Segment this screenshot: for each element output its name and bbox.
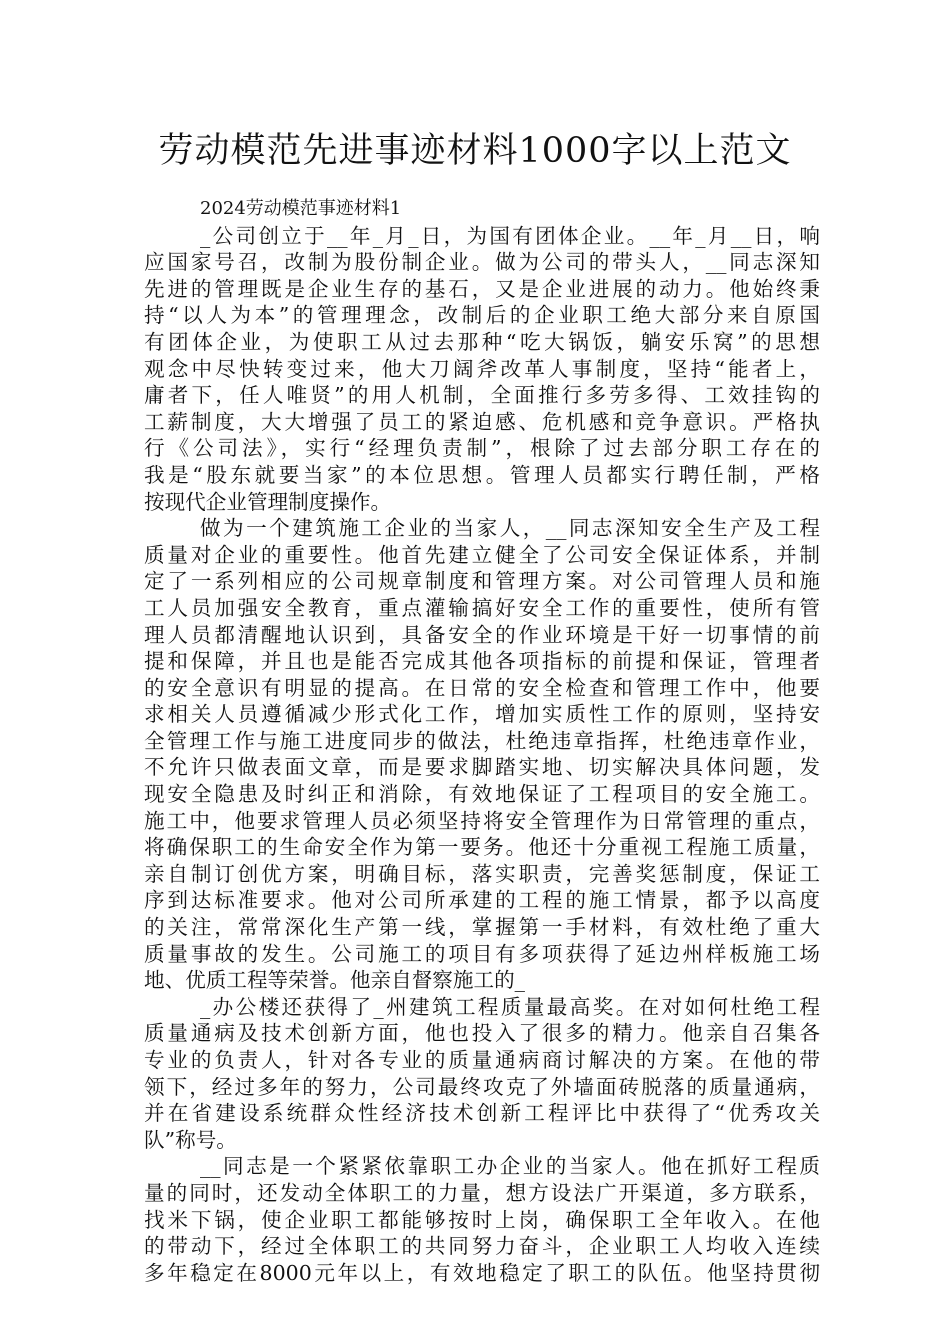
text-line: 行《公司法》，实行“经理负责制”，根除了过去部分职工存在的 [144, 436, 820, 461]
text-line: 定了一系列相应的公司规章制度和管理方案。对公司管理人员和施 [144, 569, 820, 594]
text-line: 的安全意识有明显的提高。在日常的安全检查和管理工作中，他要 [144, 675, 820, 700]
text-line: 提和保障，并且也是能否完成其他各项指标的前提和保证，管理者 [144, 649, 820, 674]
text-line: 队”称号。 [144, 1127, 237, 1152]
section-subheading: 2024劳动模范事迹材料1 [200, 198, 402, 219]
text-line: 的关注，常常深化生产第一线，掌握第一手材料，有效杜绝了重大 [144, 915, 820, 940]
document-title: 劳动模范先进事迹材料1000字以上范文 [158, 131, 792, 171]
text-line: 施工中，他要求管理人员必须坚持将安全管理作为日常管理的重点， [144, 808, 820, 833]
text-line: 量的同时，还发动全体职工的力量，想方设法广开渠道，多方联系， [144, 1180, 820, 1205]
text-line: 序到达标准要求。他对公司所承建的工程的施工情景，都予以高度 [144, 888, 820, 913]
text-line: 专业的负责人，针对各专业的质量通病商讨解决的方案。在他的带 [144, 1048, 820, 1072]
text-line: 不允许只做表面文章，而是要求脚踏实地、切实解决具体问题，发 [144, 755, 820, 780]
text-line: 全管理工作与施工进度同步的做法，杜绝违章指挥，杜绝违章作业， [144, 728, 820, 753]
paragraph-2 [144, 515, 820, 994]
text-line: 工人员加强安全教育，重点灌输搞好安全工作的重要性，使所有管 [144, 595, 820, 620]
text-line: 应国家号召，改制为股份制企业。做为公司的带头人，__同志深知 [144, 250, 820, 275]
text-line: __同志是一个紧紧依靠职工办企业的当家人。他在抓好工程质 [200, 1154, 820, 1179]
text-line: _公司创立于__年_月_日，为国有团体企业。__年_月__日，响 [200, 223, 820, 248]
text-line: _办公楼还获得了_州建筑工程质量最高奖。在对如何杜绝工程 [200, 994, 820, 1019]
text-line: 质量对企业的重要性。他首先建立健全了公司安全保证体系，并制 [144, 542, 820, 567]
text-line: 求相关人员遵循减少形式化工作，增加实质性工作的原则，坚持安 [144, 702, 820, 727]
text-line: 观念中尽快转变过来，他大刀阔斧改革人事制度，坚持“能者上， [144, 356, 820, 381]
text-line: 将确保职工的生命安全作为第一要务。他还十分重视工程施工质量， [144, 835, 820, 860]
text-line: 亲自制订创优方案，明确目标，落实职责，完善奖惩制度，保证工 [144, 861, 820, 886]
text-line: 持“以人为本”的管理理念，改制后的企业职工绝大部分来自原国 [144, 303, 820, 328]
text-line: 多年稳定在8000元年以上，有效地稳定了职工的队伍。他坚持贯彻 [144, 1260, 820, 1285]
text-line: 并在省建设系统群众性经济技术创新工程评比中获得了“优秀攻关 [144, 1101, 820, 1126]
paragraph-4 [144, 1153, 820, 1286]
text-line: 庸者下，任人唯贤”的用人机制，全面推行多劳多得、工效挂钩的 [144, 383, 820, 408]
text-line: 工薪制度，大大增强了员工的紧迫感、危机感和竞争意识。严格执 [144, 409, 820, 434]
text-line: 有团体企业，为使职工从过去那种“吃大锅饭，躺安乐窝”的思想 [144, 329, 820, 354]
text-line: 找米下锅，使企业职工都能够按时上岗，确保职工全年收入。在他 [144, 1207, 820, 1232]
text-line: 做为一个建筑施工企业的当家人，__同志深知安全生产及工程 [200, 516, 820, 541]
paragraph-3 [144, 994, 820, 1154]
text-line: 领下，经过多年的努力，公司最终攻克了外墙面砖脱落的质量通病， [144, 1074, 820, 1099]
text-line: 的带动下，经过全体职工的共同努力奋斗，企业职工人均收入连续 [144, 1234, 820, 1259]
text-line: 先进的管理既是企业生存的基石，又是企业进展的动力。他始终秉 [144, 276, 820, 301]
text-line: 地、优质工程等荣誉。他亲自督察施工的_ [144, 968, 525, 993]
text-line: 质量事故的发生。公司施工的项目有多项获得了延边州样板施工场 [144, 941, 820, 966]
text-line: 质量通病及技术创新方面，他也投入了很多的精力。他亲自召集各 [144, 1021, 820, 1046]
text-line: 理人员都清醒地认识到，具备安全的作业环境是干好一切事情的前 [144, 622, 820, 647]
document-body [144, 196, 820, 1286]
text-line: 现安全隐患及时纠正和消除，有效地保证了工程项目的安全施工。 [144, 782, 820, 807]
text-line: 按现代企业管理制度操作。 [144, 489, 392, 514]
paragraph-1 [144, 223, 820, 516]
text-line: 我是“股东就要当家”的本位思想。管理人员都实行聘任制，严格 [144, 462, 820, 487]
